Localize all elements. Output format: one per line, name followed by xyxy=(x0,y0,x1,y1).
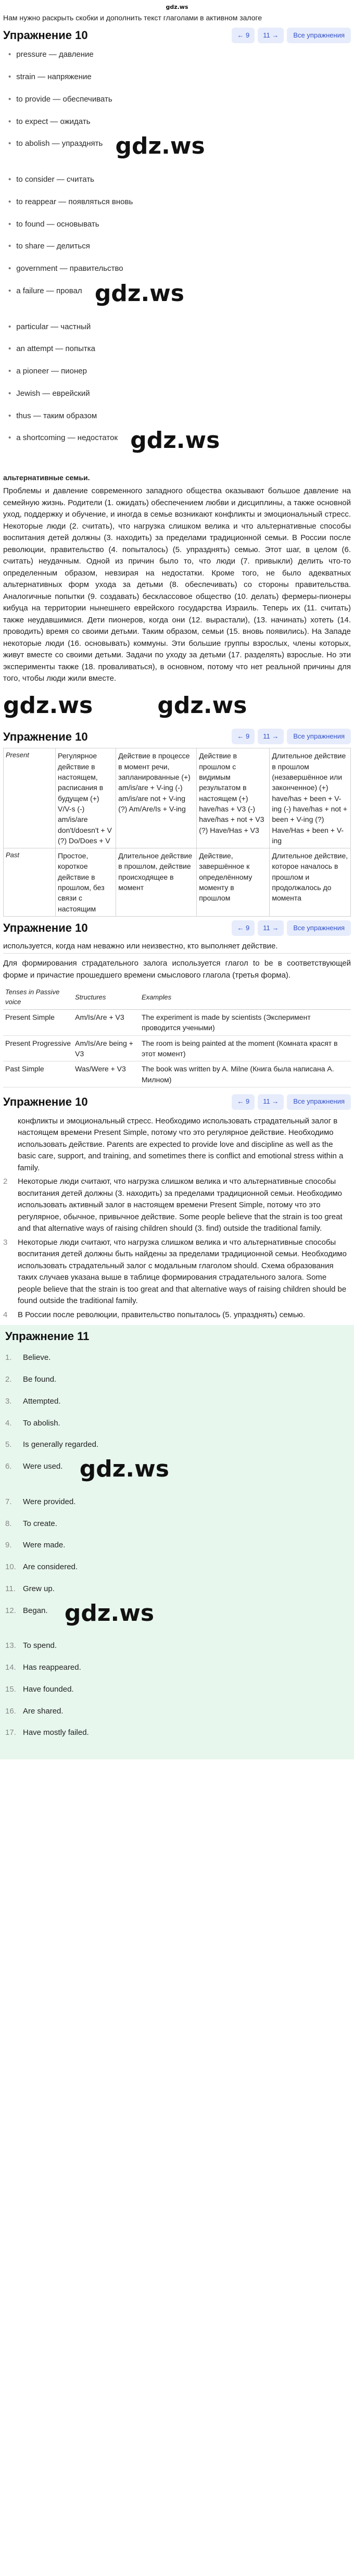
passive-intro-2: Для формирования страдательного залога используется глагол to be в соответствующей форме и причастие прошедшего времени смыслового глагола (третья форма). xyxy=(3,959,351,980)
list-item: • to share — делиться xyxy=(8,242,90,251)
exercise-nav xyxy=(232,28,351,43)
table-cell: Past xyxy=(4,848,56,917)
answer-item: 11. Grew up. xyxy=(5,1584,55,1593)
exercise-header-1 xyxy=(0,24,354,47)
table-cell: Present Progressive xyxy=(3,1035,73,1061)
list-item: • a failure — провал gdz.ws xyxy=(8,285,348,310)
watermark: gdz.ws xyxy=(130,427,220,454)
list-item: • to reappear — появляться вновь xyxy=(8,197,133,206)
column-header: Examples xyxy=(140,985,351,1009)
alt-heading: альтернативные семьи. xyxy=(3,473,90,482)
table-cell: Past Simple xyxy=(3,1061,73,1087)
answer-item: 10. Are considered. xyxy=(5,1562,78,1572)
column-header: Tenses in Passive voice xyxy=(3,985,73,1009)
answer-item: 6. Were used. gdz.ws xyxy=(5,1461,349,1486)
table-cell: Was/Were + V3 xyxy=(73,1061,140,1087)
list-item: конфликты и эмоциональный стресс. Необходимо использовать страдательный залог в настоящем времени Present Simple, потому что это регулярное действие. Необходимо использовать действие. Parents are expected to provide love and discipline as well as the basic care, support, and training, and sometimes there is conflict and emotional stress within a family. xyxy=(18,1116,344,1172)
answer-item: 17. Have mostly failed. xyxy=(5,1728,89,1737)
table-cell: Am/Is/Are being + V3 xyxy=(73,1035,140,1061)
list-item: • pressure — давление xyxy=(8,50,94,59)
answer-item: 8. To create. xyxy=(5,1519,57,1528)
next-exercise-button[interactable]: 11 → xyxy=(258,920,284,936)
passive-table-wrap xyxy=(0,982,354,1090)
column-header: Structures xyxy=(73,985,140,1009)
answers-title: Упражнение 11 xyxy=(5,1330,90,1343)
all-exercises-button[interactable]: Все упражнения xyxy=(287,1094,351,1110)
list-item: • strain — напряжение xyxy=(8,72,92,82)
list-item: 2 Некоторые люди считают, что нагрузка слишком велика и что альтернативные способы воспитания детей должны (3. находить) за пределами традиционной семьи. Необходимо использовать активный залог в настоящем времени Present Simple, потому что это регулярное, обычное, привычное действие. Some people believe that the strain is too great and that alternative ways of raising children should (3. find) outside the traditional family. xyxy=(3,1177,343,1233)
list-item: • to expect — ожидать xyxy=(8,117,91,126)
list-item: 4 В России после революции, правительство попыталось (5. упразднять) семью. xyxy=(3,1310,306,1319)
table-cell: The room is being painted at the moment (Комната красят в этот момент) xyxy=(140,1035,351,1061)
list-item: • a shortcoming — недостаток gdz.ws xyxy=(8,432,348,457)
next-exercise-button[interactable]: 11 → xyxy=(258,28,284,43)
answer-item: 3. Attempted. xyxy=(5,1396,61,1406)
answer-item: 9. Were made. xyxy=(5,1541,66,1550)
next-exercise-button[interactable]: 11 → xyxy=(258,729,284,744)
answer-item: 16. Are shared. xyxy=(5,1706,64,1716)
exercise-title: Упражнение 10 xyxy=(3,921,88,934)
table-cell: Действие в прошлом с видимым результатом в настоящем (+) have/has + V3 (-) have/has + not + V3 (?) Have/Has + V3 xyxy=(197,748,270,848)
exercise-title: Упражнение 10 xyxy=(3,730,88,743)
list-item: • to found — основывать xyxy=(8,219,99,229)
list-item: • to consider — считать xyxy=(8,175,94,184)
list-item: • thus — таким образом xyxy=(8,411,97,420)
table-cell: Длительное действие в прошлом (незавершённое или законченное) (+) have/has + been + V-ing (-) have/has + not + been + V-ing (?) Have/Has + been + V-ing xyxy=(270,748,351,848)
table-cell: Действие в процессе в момент речи, запланированные (+) am/is/are + V-ing (-) am/is/are not + V-ing (?) Am/Are/Is + V-ing xyxy=(116,748,197,848)
table-cell: Present Simple xyxy=(3,1010,73,1036)
answer-item: 15. Have founded. xyxy=(5,1684,74,1694)
answer-item: 5. Is generally regarded. xyxy=(5,1440,99,1449)
all-exercises-button[interactable]: Все упражнения xyxy=(287,920,351,936)
table-cell: Am/Is/Are + V3 xyxy=(73,1010,140,1036)
exercise-text: Проблемы и давление современного западного общества оказывают большое давление на семейную жизнь. Родители (1. ожидать) обеспечением любви и дисциплины, а также основной уход, поддержку и обучение, и иногда в семье возникают конфликты и эмоциональный стресс. Некоторые люди (2. считать), что нагрузка слишком велика и что альтернативные способы воспитания детей должны (3. находить) за пределами традиционной семьи. В России после революции, правительство (4. попыталось) (5. упразднять) семью. Этот шаг, в целом (6. считать) неудачным. Одной из причин было то, что люди (7. привыкли) делить что-то определенным образом, невзирая на недостатки. Кроме того, не было адекватных альтернативных форм ухода за детьми (8. обеспечивать) со стороны правительства. Аналогичные попытки (9. создавать) бесклассовое общество (10. делать) фермеры-пионеры кибуца на территории нынешнего еврейского государства Израиль. Теперь их (11. считать) также неудавшимися. Дети пионеров, когда они (12. вырастали), (13. начинать) хотеть (14. проводить) время со своими детьми. Таким образом, семьи (15. вновь появились). На Западе некоторые люди (16. основывать) коммуны. Эти большие группы взрослых, члены которых, живут вместе со своими детьми. Задачи по уходу за детьми (17. разделять) взрослые. Но эти эксперименты также (18. проваливаться), в основном, потому что нет реальной причины для того, чтобы люди жили вместе. xyxy=(3,486,351,683)
all-exercises-button[interactable]: Все упражнения xyxy=(287,729,351,744)
watermark-row: gdz.ws gdz.ws xyxy=(3,692,247,719)
watermark: gdz.ws xyxy=(79,1456,169,1483)
list-item: • particular — частный xyxy=(8,322,91,331)
table-cell: Длительное действие в прошлом, действие происходящее в момент xyxy=(116,848,197,917)
table-row xyxy=(3,1010,351,1036)
passive-intro-1: используется, когда нам неважно или неизвестно, кто выполняет действие. xyxy=(3,941,278,951)
all-exercises-button[interactable]: Все упражнения xyxy=(287,28,351,43)
exercise-nav xyxy=(232,920,351,936)
explanations-list xyxy=(0,1114,354,1325)
answers-section xyxy=(0,1325,354,1759)
exercise-title: Упражнение 10 xyxy=(3,1095,88,1108)
exercise-header-2 xyxy=(0,725,354,748)
exercise-title: Упражнение 10 xyxy=(3,29,88,42)
list-item: • an attempt — попытка xyxy=(8,344,95,354)
watermark: gdz.ws xyxy=(115,133,205,160)
top-watermark: gdz.ws xyxy=(166,4,188,10)
answer-item: 14. Has reappeared. xyxy=(5,1663,81,1672)
table-cell: Действие, завершённое к определённому моменту в прошлом xyxy=(197,848,270,917)
exercise-header-3 xyxy=(0,917,354,940)
table-cell: Длительное действие, которое началось в прошлом и продолжалось до момента xyxy=(270,848,351,917)
intro-text: Нам нужно раскрыть скобки и дополнить текст глаголами в активном залоге xyxy=(3,14,262,22)
list-item: • government — правительство xyxy=(8,264,123,273)
next-exercise-button[interactable]: 11 → xyxy=(258,1094,284,1110)
prev-exercise-button[interactable]: ← 9 xyxy=(232,729,255,744)
table-cell: Регулярное действие в настоящем, расписания в будущем (+) V/V-s (-) am/is/are don't/doesn't + V (?) Do/Does + V xyxy=(56,748,116,848)
answer-item: 7. Were provided. xyxy=(5,1497,76,1506)
prev-exercise-button[interactable]: ← 9 xyxy=(232,1094,255,1110)
list-item: • to abolish — упразднять gdz.ws xyxy=(8,138,348,163)
passive-table xyxy=(3,985,351,1087)
table-cell: Present xyxy=(4,748,56,848)
answers-list xyxy=(5,1352,349,1739)
answer-item: 12. Began. gdz.ws xyxy=(5,1605,349,1630)
prev-exercise-button[interactable]: ← 9 xyxy=(232,920,255,936)
table-row xyxy=(4,748,351,848)
list-item: • a pioneer — пионер xyxy=(8,367,87,376)
table-row xyxy=(4,848,351,917)
list-item: • to provide — обеспечивать xyxy=(8,94,112,104)
exercise-header-4 xyxy=(0,1091,354,1114)
prev-exercise-button[interactable]: ← 9 xyxy=(232,28,255,43)
table-cell: Простое, короткое действие в прошлом, без связи с настоящим xyxy=(56,848,116,917)
answer-item: 1. Believe. xyxy=(5,1353,51,1362)
table-cell: The book was written by A. Milne (Книга была написана А. Милном) xyxy=(140,1061,351,1087)
list-item: 3 Некоторые люди считают, что нагрузка слишком велика и что альтернативные способы воспитания детей должны быть найдены за пределами традиционной семьи. Необходимо использовать страдательный залог с модальным глаголом should. Схема образования таких случаев указана выше в таблице формирования страдательного залога. Some people believe that the strain is too great and that alternative ways of raising children should be found outside the traditional family. xyxy=(3,1237,347,1306)
table-cell: The experiment is made by scientists (Эксперимент проводится учеными) xyxy=(140,1010,351,1036)
vocabulary-list xyxy=(0,47,354,471)
list-item: • Jewish — еврейский xyxy=(8,389,90,398)
watermark: gdz.ws xyxy=(64,1599,155,1627)
exercise-nav xyxy=(232,729,351,744)
table-row xyxy=(3,1035,351,1061)
watermark: gdz.ws xyxy=(94,280,184,307)
answer-item: 13. To spend. xyxy=(5,1641,57,1650)
table-header-row xyxy=(3,985,351,1009)
answer-item: 2. Be found. xyxy=(5,1375,57,1384)
grammar-table xyxy=(3,748,351,916)
table-row xyxy=(3,1061,351,1087)
grammar-table-wrap xyxy=(0,748,354,916)
exercise-nav xyxy=(232,1094,351,1110)
answer-item: 4. To abolish. xyxy=(5,1418,60,1428)
